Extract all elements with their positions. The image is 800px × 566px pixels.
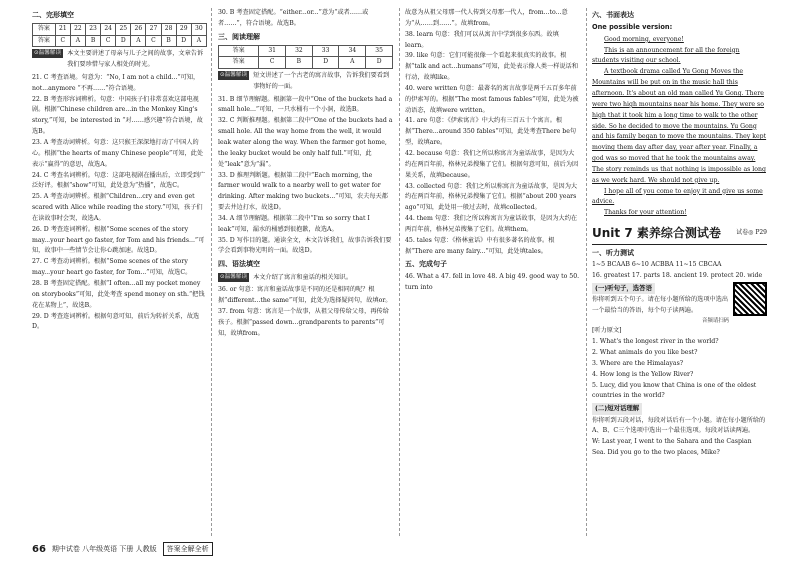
column-divider	[399, 8, 400, 536]
essay-thanks: Thanks for your attention!	[604, 209, 687, 217]
answer-38: 38. learn 句意：我们可以从寓言中学到很多东西。故填learn。	[405, 30, 559, 49]
tip-box	[218, 273, 393, 284]
answer-35: 35. D 写作目的题。通读全文，本文告诉我们，故事告诉我们要学会看到事物光明的一面。故选D。	[218, 236, 392, 255]
answer-37: 37. from 句意：寓言是一个故事，从祖父母传给父母，再传给孩子。根据“passed down...grandparents to parents”可知，故填from。	[218, 308, 389, 337]
script-line: 4. How long is the Yellow River?	[592, 370, 694, 378]
answer-44: 44. them 句意：我们之所以称寓言为童话故事，是因为大约在两百年前，格林兄弟搜集了它们。故填them。	[405, 215, 578, 233]
script-line: 3. Where are the Himalayas?	[592, 359, 684, 367]
answer-36: 36. or 句意：寓言和童话故事是不同的还是相同的呢？根据“different...the same”可知，此处为选择疑问句，故填or。	[218, 286, 392, 305]
tip-text: 本文介绍了寓言和童话的相关知识。	[253, 273, 353, 281]
tip-tag: ⊙温馨解读	[220, 71, 248, 78]
answer-39: 39. like 句意：它们可能很像一个看起来很真实的故事。根据“talk and act...humans”可知，此处表示像人类一样说话和行动，故填like。	[405, 52, 579, 82]
essay-label: One possible version:	[592, 23, 673, 32]
column-divider	[211, 8, 212, 536]
script-tag: [听力原文]	[592, 327, 622, 335]
answer-26: 26. D 考查连词辨析。根据“Some scenes of the story may...your heart go faster, for Tom and his friends...”可知，故事中一些情节会让你心跳加速。故选D。	[32, 225, 205, 255]
answer-25: 25. A 考查动词辨析。根据“Children...cry and even get scared with Alice while reading the story.”可知，孩子们在读故事时会哭，故选A。	[32, 193, 203, 222]
subsection-heading: (一)听句子，选答语	[592, 283, 655, 294]
answer-key-line: 16. greatest 17. parts 18. ancient 19. protect 20. wide	[592, 272, 763, 280]
unit-title: Unit 7 素养综合测试卷	[592, 226, 721, 241]
tip-box	[32, 49, 207, 71]
qr-code-icon[interactable]	[733, 282, 767, 316]
unit-header	[592, 223, 767, 245]
answer-42: 42. because 句意：我们之所以称寓言为童话故事，是因为大约在两百年前，格林兄弟搜集了它们。根据句意可知，前后为因果关系，故填because。	[405, 149, 579, 179]
column-4	[592, 8, 767, 536]
essay-body: A textbook drama called Yu Gong Moves the Mountains will be put on in the music hall this afternoon. It's about an old man called Yu Gong. There were two high mountains near his home. They were so high that it took him a long time to walk to the other side. So he decided to move the mountains. Yu Gong and his family began to move the mountains. They kept moving them day after day, year after year. Finally, a god was so moved that he took the mountains away. The story reminds us that nothing is impossible as long as we work hard. We should not give up.	[592, 68, 767, 184]
unit-ref: 试卷◎ P29	[736, 229, 767, 237]
answer-30: 30. B 考查固定搭配。“either...or...”意为“或者……或者……”，符合语境。故选B。	[218, 9, 369, 27]
answer-45: 45. tales 句意：《格林童话》中有很多著名的故事。根据“There are many fairy...”可知，此处填tales。	[405, 236, 555, 255]
answer-27: 27. C 考查动词辨析。根据“Some scenes of the story may...your heart go faster, for Tom...”可知，故选C。	[32, 258, 192, 277]
tip-text: 短文讲述了一个古老的寓言故事，告诉我们要看到事物好的一面。	[253, 71, 390, 90]
qr-label: 音频请扫码	[702, 317, 729, 324]
answer-32: 32. C 判断推理题。根据第二段中“One of the buckets had a small hole. All the way home from the well, it would leak water along the way. When the farmer got home, the leaky bucket would be only half full.”可知，此处“leak”意为“漏”。	[218, 117, 393, 168]
answer-33: 33. D 推理判断题。根据第二段中“Each morning, the farmer would walk to a nearby well to get water for drinking. After making two buckets...”可知，农夫每天都要去井边打水，故选D。	[218, 171, 388, 212]
footer-text: 期中试卷 八年级英语 下册 人教版	[51, 545, 157, 554]
answer-21: 21. C 考查语境。句意为：“No, I am not a child...”可知，not...anymore “不再……”符合语境。	[32, 73, 200, 92]
subsection-text: 你将听到五段对话，每段对话后有一个小题。请在每小题所给的A、B、C三个选项中选出一个最佳选项。每段对话读两遍。	[592, 416, 766, 435]
answer-22: 22. B 考查形容词辨析。句意：中国孩子们非常喜欢这部电视剧。根据“Chinese children are...in the Monkey King's story,”可知，be interested in “对……感兴趣”符合语境，故选B。	[32, 95, 203, 136]
answer-43: 43. collected 句意：我们之所以称寓言为童话故事，是因为大约在两百年前，格林兄弟搜集了它们。根据“about 200 years ago”可知，此处用一般过去时，故填collected。	[405, 182, 578, 212]
subsection-heading: (二)短对话理解	[592, 403, 642, 414]
column-divider	[586, 8, 587, 536]
answer-37-cont: 故意为从祖父母那一代人传到父母那一代人，from...to...意为“从……到……”。故填from。	[405, 9, 568, 27]
section-heading: 五、完成句子	[405, 260, 447, 269]
tip-tag: ⊙温馨解读	[220, 273, 248, 280]
answer-table: 答案 21 22 23 24 25 26 27 28 29 30 答案 C A B C D A C B D A	[32, 23, 207, 47]
tip-tag: ⊙温馨解读	[34, 50, 62, 57]
answer-34: 34. A 细节理解题。根据第二段中“I'm so sorry that I leak”可知，漏水的桶感到很抱歉，故选A。	[218, 214, 370, 233]
tip-text: 本文主要讲述了母亲与儿子之间的故事，文章告诉我们要珍惜与家人相处的时光。	[67, 50, 204, 69]
answer-23: 23. A 考查动词辨析。句意：这只猴王深深地打动了中国人的心。根据“the hearts of many Chinese people”可知，此处表示“赢得”的意思，故选A。	[32, 139, 204, 168]
script-line: 5. Lucy, did you know that China is one of the oldest countries in the world?	[592, 381, 757, 400]
answer-29: 29. D 考查连词辨析。根据句意可知，前后为转折关系，故选D。	[32, 312, 200, 331]
column-1	[32, 8, 207, 536]
answer-41: 41. are 句意：《伊索寓言》中大约有三百五十个寓言。根据“There...around 350 fables”可知，此处考查There be句型，故填are。	[405, 117, 577, 147]
answer-28: 28. B 考查固定搭配。根据“I often...all my pocket money on storybooks”可知，此处考查 spend money on sth.“把钱花在某物上”，故选B。	[32, 279, 205, 309]
script-line: 2. What animals do you like best?	[592, 349, 698, 357]
answers-46-50: 46. What a 47. fell in love 48. A big 49. good way to 50. turn into	[405, 272, 580, 291]
section-heading: 一、听力测试	[592, 249, 634, 258]
tip-box	[218, 71, 393, 93]
answer-table: 答案 31 32 33 34 35 答案 C B D A D	[218, 45, 393, 69]
answer-40: 40. were written 句意：最著名的寓言故事是两千五百多年前的伊索写的。根据“The most famous fables”可知，此处为被动语态，故填were written。	[405, 84, 579, 114]
answer-31: 31. B 细节理解题。根据第一段中“One of the buckets had a small hole...”可知，一只水桶有一个小洞，故选B。	[218, 95, 393, 114]
subsection-text: 你将听到五个句子。请在每小题所给的选项中选出一个最恰当的答语，每个句子读两遍。	[592, 296, 729, 315]
column-2	[218, 8, 393, 536]
essay-intro: This is an announcement for all the foreign students visiting our school.	[592, 46, 740, 65]
page-number: 66	[32, 543, 46, 555]
answer-key-line: 1~5 BCAAB 6~10 ACBBA 11~15 CBCAA	[592, 261, 722, 269]
section-heading: 四、语法填空	[218, 260, 260, 269]
section-heading: 三、阅读理解	[218, 32, 260, 41]
column-3	[405, 8, 580, 536]
answer-24: 24. C 考查名词辨析。句意：这部电视剧在播出后，立即受到广泛好评。根据“show”可知，此处意为“热播”，故选C。	[32, 171, 206, 190]
script-line: 1. What's the longest river in the world?	[592, 338, 719, 346]
footer-box: 答案全解全析	[163, 542, 213, 556]
section-heading: 六、书面表达	[592, 11, 634, 19]
essay-hope: I hope all of you come to enjoy it and give us some advice.	[592, 187, 763, 206]
script-line: W: Last year, I went to the Sahara and the Caspian Sea. Did you go to the two places, Mike?	[592, 438, 752, 457]
section-heading: 二、完形填空	[32, 11, 74, 19]
essay-greeting: Good morning, everyone!	[604, 35, 684, 43]
page-footer	[32, 541, 213, 559]
